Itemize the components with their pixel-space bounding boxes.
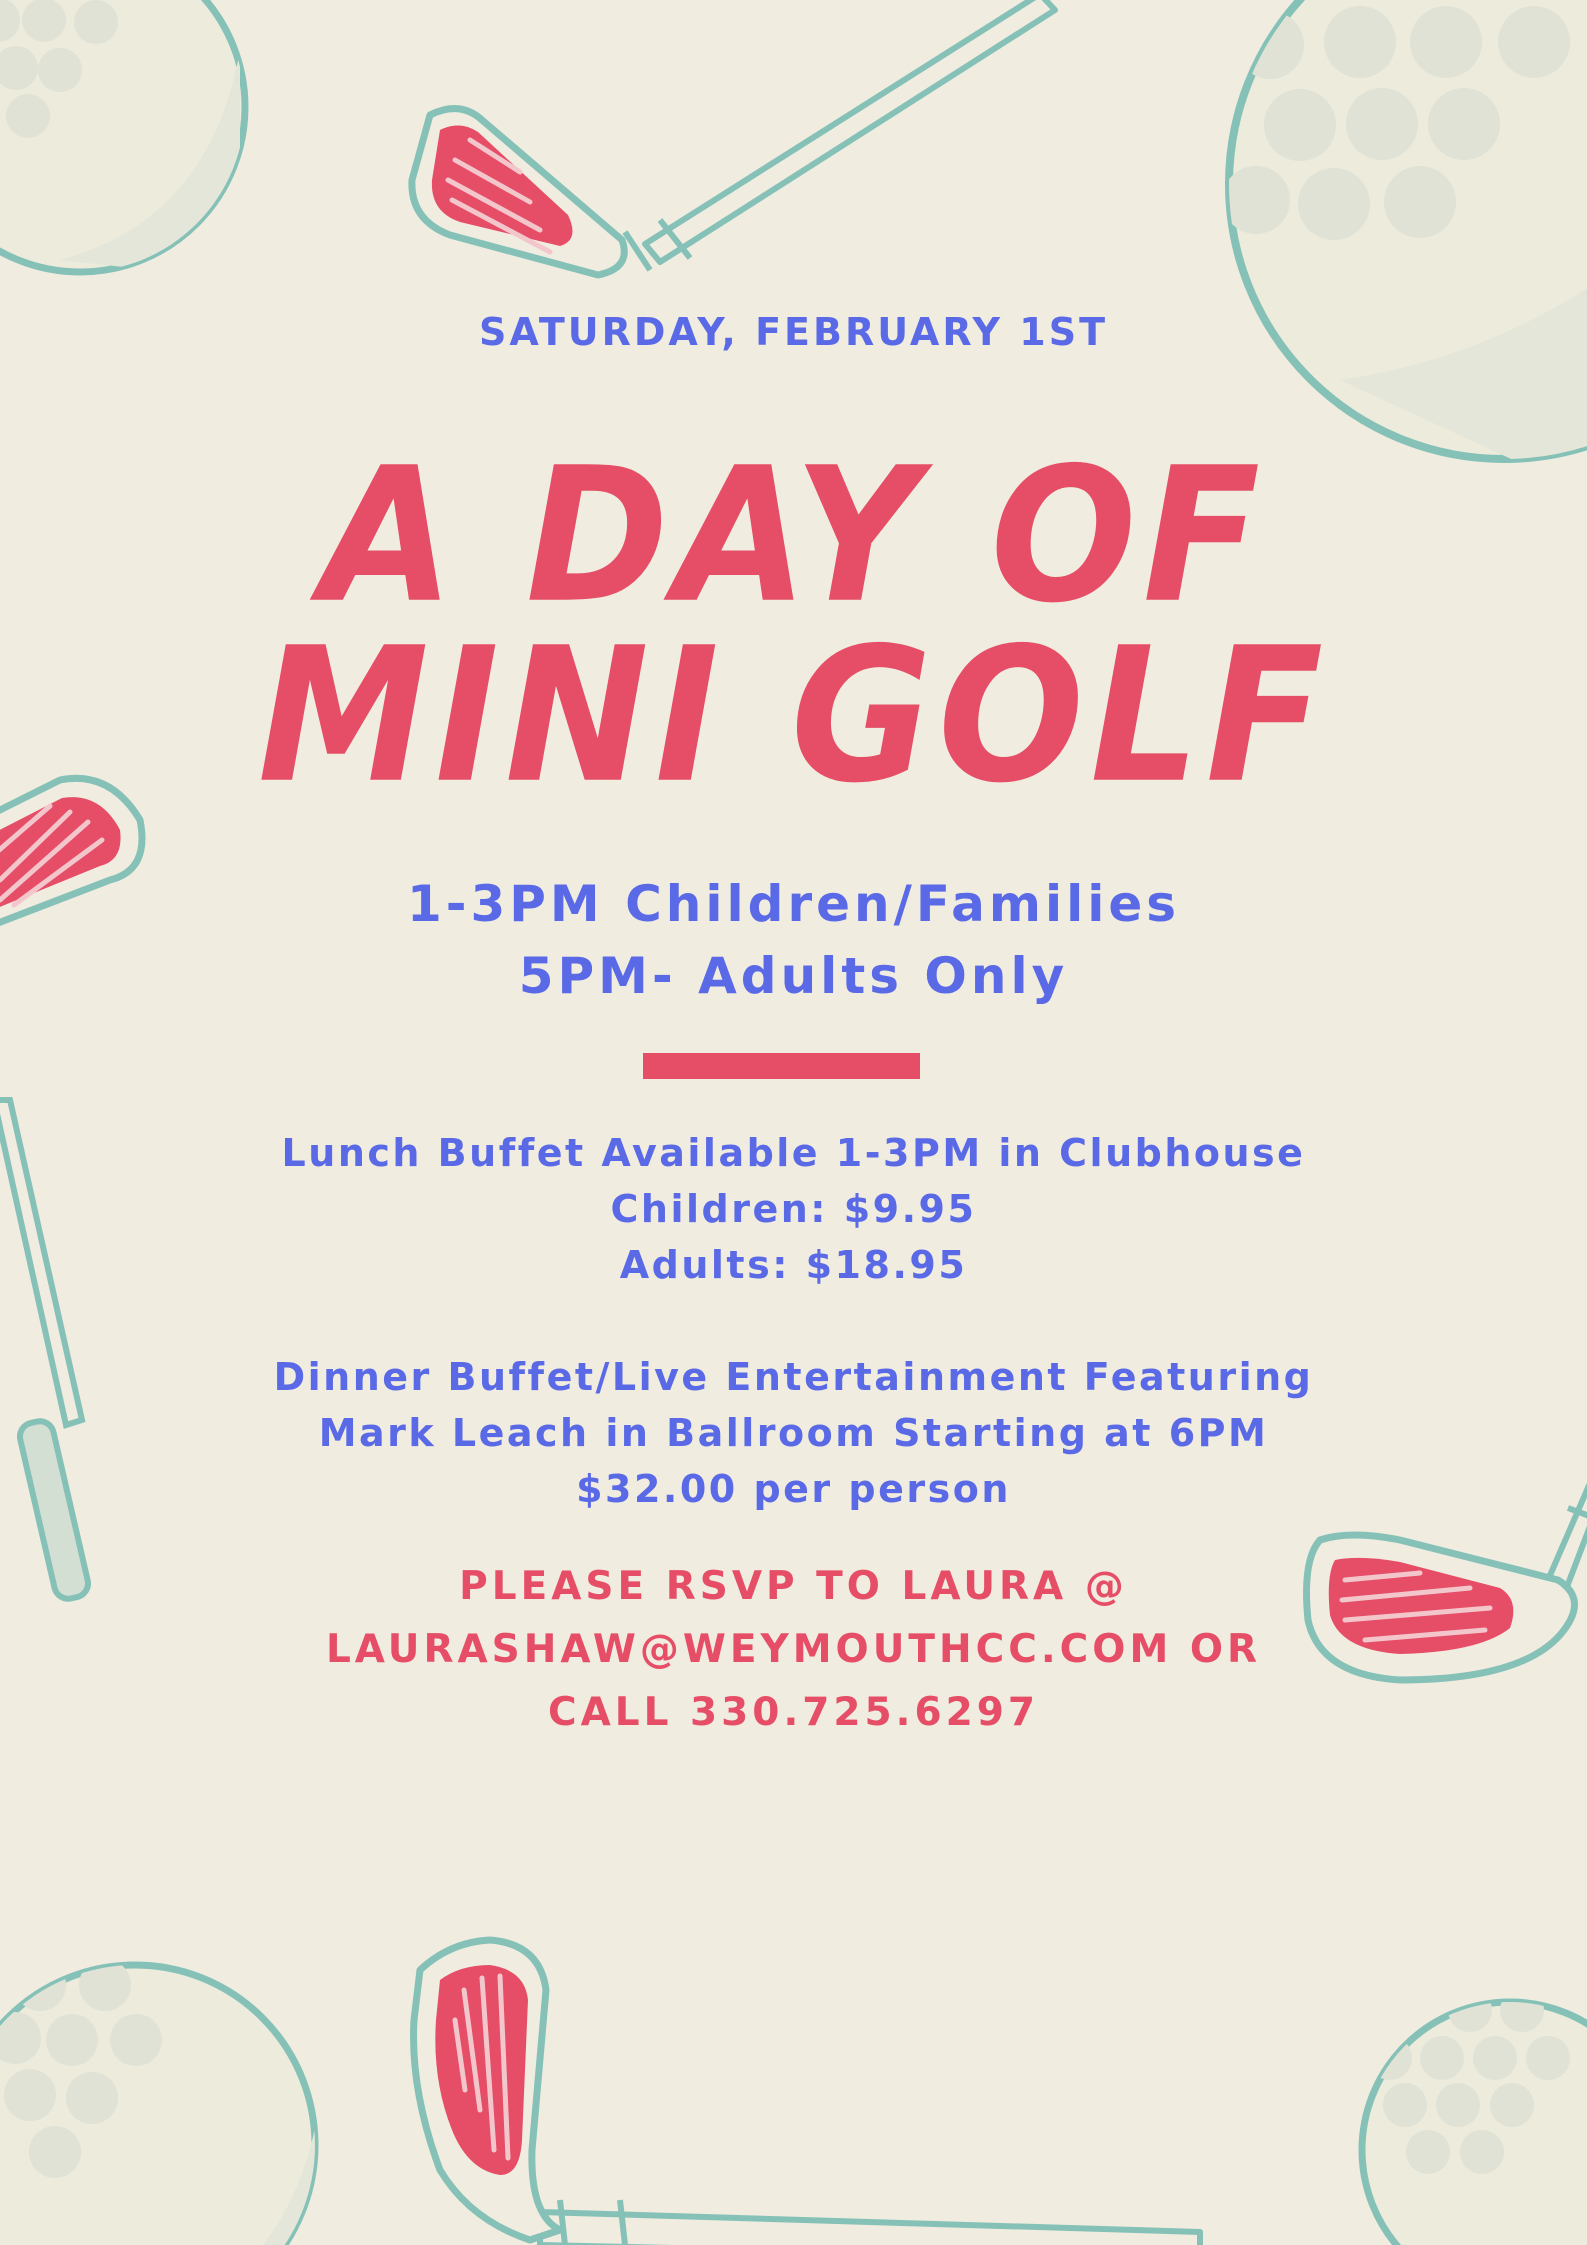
dinner-heading: Dinner Buffet/Live Entertainment Featuring <box>273 1355 1314 1399</box>
rsvp-email: LAURASHAW@WEYMOUTHCC.COM OR <box>325 1627 1262 1672</box>
session-times <box>0 868 1587 1012</box>
title-line-1: A DAY OF <box>320 426 1267 644</box>
rsvp-phone: CALL 330.725.6297 <box>547 1690 1040 1735</box>
session-children: 1-3PM Children/Families <box>406 875 1181 933</box>
event-date: SATURDAY, FEBRUARY 1ST <box>479 310 1108 354</box>
session-adults: 5PM- Adults Only <box>518 947 1069 1005</box>
lunch-info <box>0 1125 1587 1293</box>
divider <box>643 1053 920 1079</box>
title-line-2: MINI GOLF <box>257 606 1330 824</box>
dinner-price: $32.00 per person <box>576 1467 1011 1511</box>
dinner-info <box>0 1349 1587 1517</box>
rsvp-info <box>0 1555 1587 1744</box>
dinner-details: Mark Leach in Ballroom Starting at 6PM <box>318 1411 1269 1455</box>
rsvp-line-1: PLEASE RSVP TO LAURA @ <box>459 1564 1128 1609</box>
lunch-adults-price: Adults: $18.95 <box>619 1243 968 1287</box>
lunch-children-price: Children: $9.95 <box>610 1187 977 1231</box>
lunch-heading: Lunch Buffet Available 1-3PM in Clubhouse <box>281 1131 1306 1175</box>
